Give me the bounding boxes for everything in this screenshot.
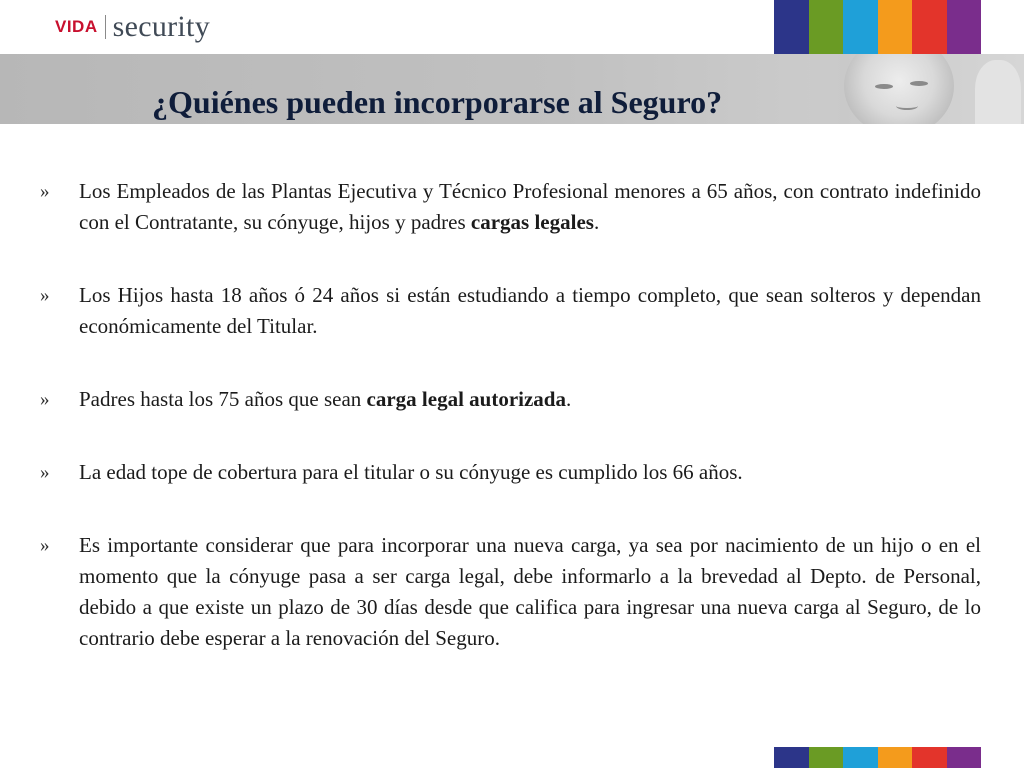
bullet-item bbox=[40, 176, 981, 238]
bullet-item bbox=[40, 384, 981, 415]
stripe-purple bbox=[947, 747, 982, 768]
bullet-text: La edad tope de cobertura para el titular o su cónyuge es cumplido los 66 años. bbox=[79, 460, 743, 484]
bullet-text-end: . bbox=[593, 210, 600, 234]
photo-child-face bbox=[844, 54, 954, 124]
stripe-cyan bbox=[843, 0, 878, 54]
bullet-text-end: . bbox=[566, 387, 572, 411]
stripe-navy bbox=[774, 0, 809, 54]
bullet-text: Padres hasta los 75 años que sean bbox=[79, 387, 367, 411]
bullet-bold-text: carga legal autorizada bbox=[366, 387, 566, 411]
bullet-marker-icon: » bbox=[40, 181, 50, 202]
bullet-marker-icon: » bbox=[40, 462, 50, 483]
bullet-text: Los Empleados de las Plantas Ejecutiva y Técnico Profesional menores a 65 años, con contrato indefinido con el Contratante, su cónyuge, hijos y padres bbox=[79, 179, 981, 234]
photo-eye-left bbox=[875, 84, 893, 89]
brand-logo bbox=[55, 8, 210, 46]
bullet-marker-icon: » bbox=[40, 535, 50, 556]
stripe-red bbox=[912, 747, 947, 768]
stripe-navy bbox=[774, 747, 809, 768]
stripe-green bbox=[809, 747, 844, 768]
stripe-orange bbox=[878, 0, 913, 54]
bullet-text: Es importante considerar que para incorporar una nueva carga, ya sea por nacimiento de un hijo o en el momento que la cónyuge pasa a ser carga legal, debe informarlo a la brevedad al Depto. de Personal, debido a que existe un plazo de 30 días desde que califica para ingresar una nueva carga al Seguro, de lo contrario debe esperar a la renovación del Seguro. bbox=[79, 533, 981, 650]
stripe-red bbox=[912, 0, 947, 54]
bullet-marker-icon: » bbox=[40, 389, 50, 410]
color-stripes-bottom bbox=[774, 747, 981, 768]
logo-divider bbox=[105, 15, 106, 39]
photo-adult-figure bbox=[975, 60, 1021, 124]
photo-eye-right bbox=[910, 81, 928, 86]
photo-mouth bbox=[896, 102, 918, 110]
stripe-green bbox=[809, 0, 844, 54]
bullet-bold-text: cargas legales bbox=[470, 210, 594, 234]
bullet-marker-icon: » bbox=[40, 285, 50, 306]
page-title: ¿Quiénes pueden incorporarse al Seguro? bbox=[152, 84, 723, 120]
logo-security-text: security bbox=[112, 10, 210, 43]
bullet-list bbox=[40, 176, 981, 654]
bullet-item bbox=[40, 530, 981, 654]
header-photo bbox=[800, 54, 1024, 124]
stripe-cyan bbox=[843, 747, 878, 768]
color-stripes-top bbox=[774, 0, 981, 54]
stripe-orange bbox=[878, 747, 913, 768]
logo-vida-text: VIDA bbox=[55, 17, 98, 36]
bullet-text: Los Hijos hasta 18 años ó 24 años si están estudiando a tiempo completo, que sean solteros y dependan económicamente del Titular. bbox=[79, 283, 981, 338]
bullet-item bbox=[40, 457, 981, 488]
stripe-purple bbox=[947, 0, 982, 54]
bullet-item bbox=[40, 280, 981, 342]
